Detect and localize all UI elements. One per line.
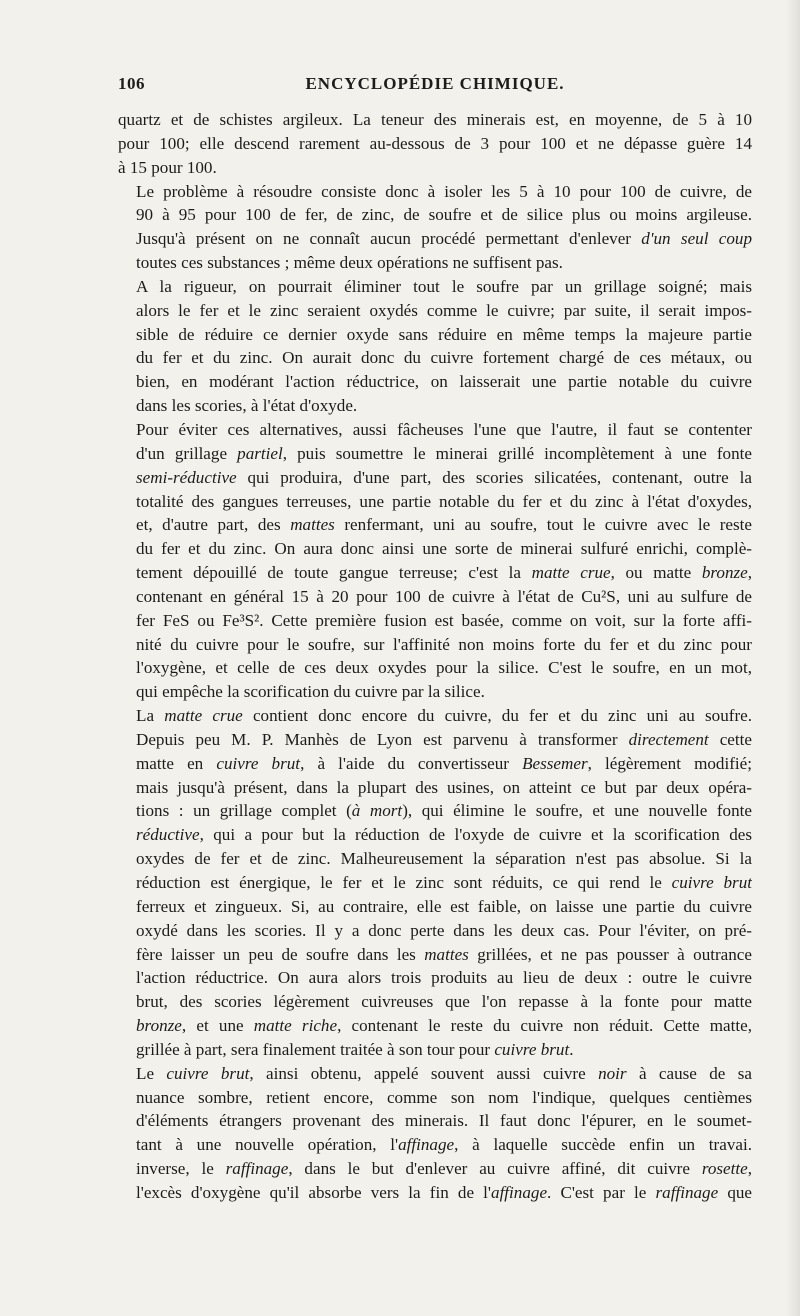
page-header bbox=[118, 74, 752, 96]
text-line: l'action réductrice. On aura alors trois produits au lieu de deux : outre le cuivre bbox=[136, 968, 752, 988]
text-line: réductive, qui a pour but la réduction de l'oxyde de cuivre et la scorification des bbox=[136, 825, 752, 845]
text-line: nité du cuivre pour le soufre, sur l'affinité non moins forte du fer et du zinc pour bbox=[136, 634, 752, 654]
text-line: oxydes de fer et de zinc. Malheureusement la séparation n'est pas absolue. Si la bbox=[136, 849, 752, 869]
text-line: du fer et du zinc. On aura donc ainsi une sorte de minerai sulfuré enrichi, complè- bbox=[136, 539, 752, 559]
text-line: à 15 pour 100. bbox=[118, 157, 217, 177]
text-line: Jusqu'à présent on ne connaît aucun procédé permettant d'enlever d'un seul coup bbox=[136, 229, 752, 249]
text-line: bronze, et une matte riche, contenant le reste du cuivre non réduit. Cette matte, bbox=[136, 1016, 752, 1036]
paragraph bbox=[118, 704, 752, 1062]
text-line: ferreux et zingueux. Si, au contraire, elle est faible, on laisse une partie du cuivre bbox=[136, 896, 752, 916]
paragraph bbox=[118, 1062, 752, 1205]
page-edge-shadow bbox=[786, 0, 800, 1316]
text-line: nuance sombre, retient encore, comme son nom l'indique, quelques centièmes bbox=[136, 1087, 752, 1107]
text-line: La matte crue contient donc encore du cuivre, du fer et du zinc uni au soufre. bbox=[136, 706, 752, 726]
text-line: inverse, le raffinage, dans le but d'enlever au cuivre affiné, dit cuivre rosette, bbox=[136, 1159, 752, 1179]
paragraph bbox=[118, 275, 752, 418]
text-line: pour 100; elle descend rarement au-dessous de 3 pour 100 et ne dépasse guère 14 bbox=[118, 133, 752, 153]
paragraph bbox=[118, 418, 752, 704]
text-line: A la rigueur, on pourrait éliminer tout le soufre par un grillage soigné; mais bbox=[136, 276, 752, 296]
paragraph bbox=[118, 180, 752, 275]
text-line: du fer et du zinc. On aurait donc du cuivre fortement chargé de ces métaux, ou bbox=[136, 348, 752, 368]
running-title: ENCYCLOPÉDIE CHIMIQUE. bbox=[305, 74, 565, 93]
text-line: 90 à 95 pour 100 de fer, de zinc, de soufre et de silice plus ou moins argileuse. bbox=[136, 205, 752, 225]
text-line: sible de réduire ce dernier oxyde sans réduire en même temps la majeure partie bbox=[136, 324, 752, 344]
page-number: 106 bbox=[118, 74, 145, 93]
text-line: tions : un grillage complet (à mort), qui élimine le soufre, et une nouvelle fonte bbox=[136, 801, 752, 821]
text-line: d'un grillage partiel, puis soumettre le minerai grillé incomplètement à une fonte bbox=[136, 443, 752, 463]
text-line: l'oxygène, et celle de ces deux oxydes pour la silice. C'est le soufre, en un mot, bbox=[136, 658, 752, 678]
text-line: l'excès d'oxygène qu'il absorbe vers la fin de l'affinage. C'est par le raffinage que bbox=[136, 1182, 752, 1202]
text-line: fère laisser un peu de soufre dans les mattes grillées, et ne pas pousser à outrance bbox=[136, 944, 752, 964]
text-line: et, d'autre part, des mattes renfermant, uni au soufre, tout le cuivre avec le reste bbox=[136, 515, 752, 535]
text-line: Depuis peu M. P. Manhès de Lyon est parvenu à transformer directement cette bbox=[136, 729, 752, 749]
text-line: mais jusqu'à présent, dans la plupart des usines, on atteint ce but par deux opéra- bbox=[136, 777, 752, 797]
text-line: tement dépouillé de toute gangue terreuse; c'est la matte crue, ou matte bronze, bbox=[136, 563, 752, 583]
text-line: réduction est énergique, le fer et le zinc sont réduits, ce qui rend le cuivre brut bbox=[136, 873, 752, 892]
paragraph bbox=[118, 108, 752, 180]
text-line: Pour éviter ces alternatives, aussi fâcheuses l'une que l'autre, il faut se contenter bbox=[136, 419, 752, 439]
text-line: qui empêche la scorification du cuivre par la silice. bbox=[136, 682, 485, 702]
text-line: grillée à part, sera finalement traitée à son tour pour cuivre brut. bbox=[136, 1039, 574, 1059]
text-line: toutes ces substances ; même deux opérations ne suffisent pas. bbox=[136, 253, 563, 273]
text-line: Le problème à résoudre consiste donc à isoler les 5 à 10 pour 100 de cuivre, de bbox=[136, 181, 752, 201]
text-line: d'éléments étrangers provenant des minerais. Il faut donc l'épurer, en le soumet- bbox=[136, 1111, 752, 1131]
text-line: quartz et de schistes argileux. La teneur des minerais est, en moyenne, de 5 à 10 bbox=[118, 110, 752, 129]
text-line: fer FeS ou Fe³S². Cette première fusion est basée, comme on voit, sur la forte affi- bbox=[136, 610, 752, 630]
text-line: oxydé dans les scories. Il y a donc perte dans les deux cas. Pour l'éviter, on pré- bbox=[136, 920, 752, 940]
text-line: brut, des scories légèrement cuivreuses que l'on repasse à la fonte pour matte bbox=[136, 992, 752, 1012]
text-line: tant à une nouvelle opération, l'affinage, à laquelle succède enfin un travai. bbox=[136, 1135, 752, 1155]
text-line: contenant en général 15 à 20 pour 100 de cuivre à l'état de Cu²S, uni au sulfure de bbox=[136, 586, 752, 606]
body-text bbox=[118, 108, 752, 1205]
text-line: bien, en modérant l'action réductrice, on laisserait une partie notable du cuivre bbox=[136, 372, 752, 392]
text-line: alors le fer et le zinc seraient oxydés comme le cuivre; par suite, il serait impos- bbox=[136, 300, 752, 320]
text-line: Le cuivre brut, ainsi obtenu, appelé souvent aussi cuivre noir à cause de sa bbox=[136, 1063, 752, 1083]
text-line: semi-réductive qui produira, d'une part, des scories silicatées, contenant, outre la bbox=[136, 467, 752, 487]
text-line: matte en cuivre brut, à l'aide du convertisseur Bessemer, légèrement modifié; bbox=[136, 753, 752, 773]
text-line: totalité des gangues terreuses, une partie notable du fer et du zinc à l'état d'oxydes, bbox=[136, 491, 752, 511]
text-line: dans les scories, à l'état d'oxyde. bbox=[136, 396, 358, 416]
